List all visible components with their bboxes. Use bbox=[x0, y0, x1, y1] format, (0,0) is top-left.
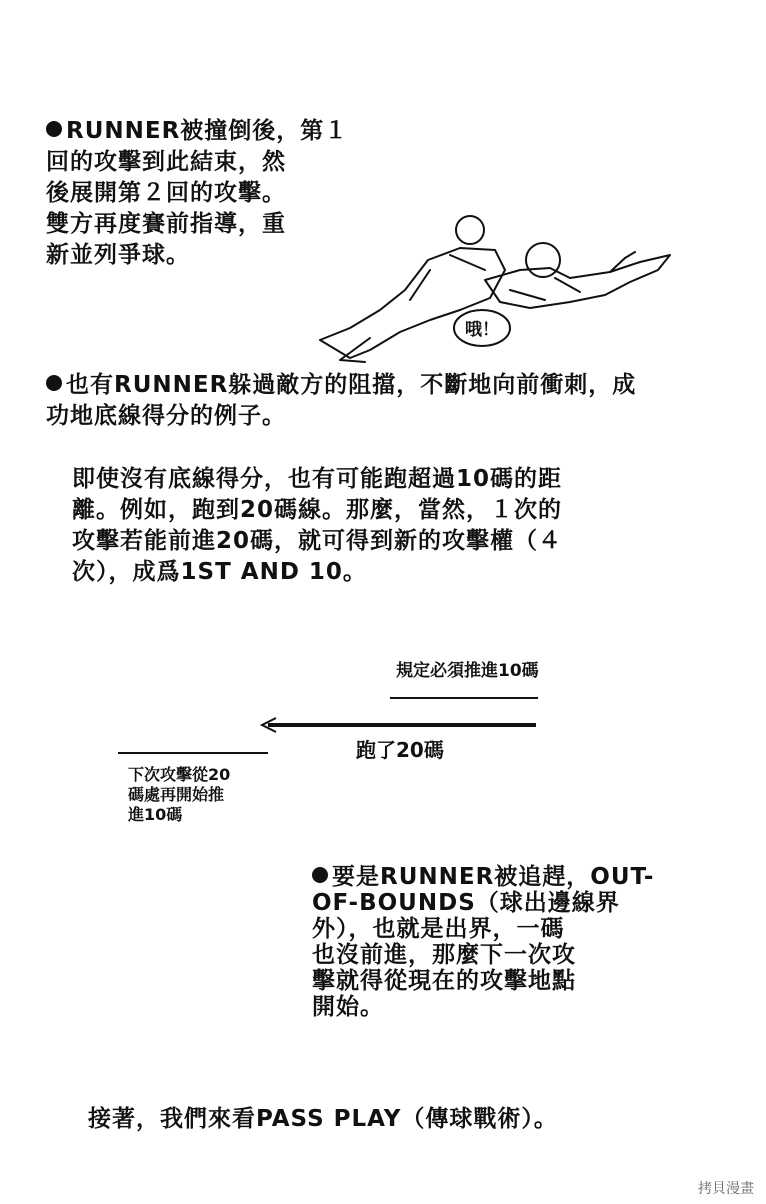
paragraph-runner-tackled: RUNNER被撞倒後，第１ 回的攻擊到此結束，然 後展開第２回的攻擊。 雙方再度賽前指導，重 新並列爭球。 bbox=[46, 118, 349, 268]
bullet-icon bbox=[46, 121, 62, 137]
watermark: 拷貝漫畫 bbox=[698, 1181, 754, 1197]
ran-distance-label: 跑了20碼 bbox=[356, 738, 444, 762]
required-distance-label: 規定必須推進10碼 bbox=[396, 661, 539, 681]
paragraph-out-of-bounds: 要是RUNNER被追趕，OUT- OF-BOUNDS（球出邊線界 外），也就是出界，一碼 也沒前進，那麼下一次攻 擊就得從現在的攻擊地點 開始。 bbox=[312, 864, 655, 1020]
bullet-icon bbox=[312, 867, 328, 883]
paragraph-ten-yards: 即使沒有底線得分，也有可能跑超過10碼的距 離。例如，跑到20碼線。那麼，當然，１次的 攻擊若能前進20碼，就可得到新的攻擊權（４ 次），成爲1ST AND 10。 bbox=[72, 466, 563, 585]
tackle-illustration bbox=[310, 210, 680, 370]
speech-bubble-text: 哦！ bbox=[465, 320, 499, 340]
paragraph-touchdown: 也有RUNNER躲過敵方的阻擋，不斷地向前衝刺，成 功地底線得分的例子。 bbox=[46, 372, 637, 429]
paragraph-pass-play: 接著，我們來看PASS PLAY（傳球戰術）。 bbox=[88, 1106, 558, 1132]
bullet-icon bbox=[46, 375, 62, 391]
next-attack-label: 下次攻擊從20 碼處再開始推 進10碼 bbox=[128, 765, 231, 824]
